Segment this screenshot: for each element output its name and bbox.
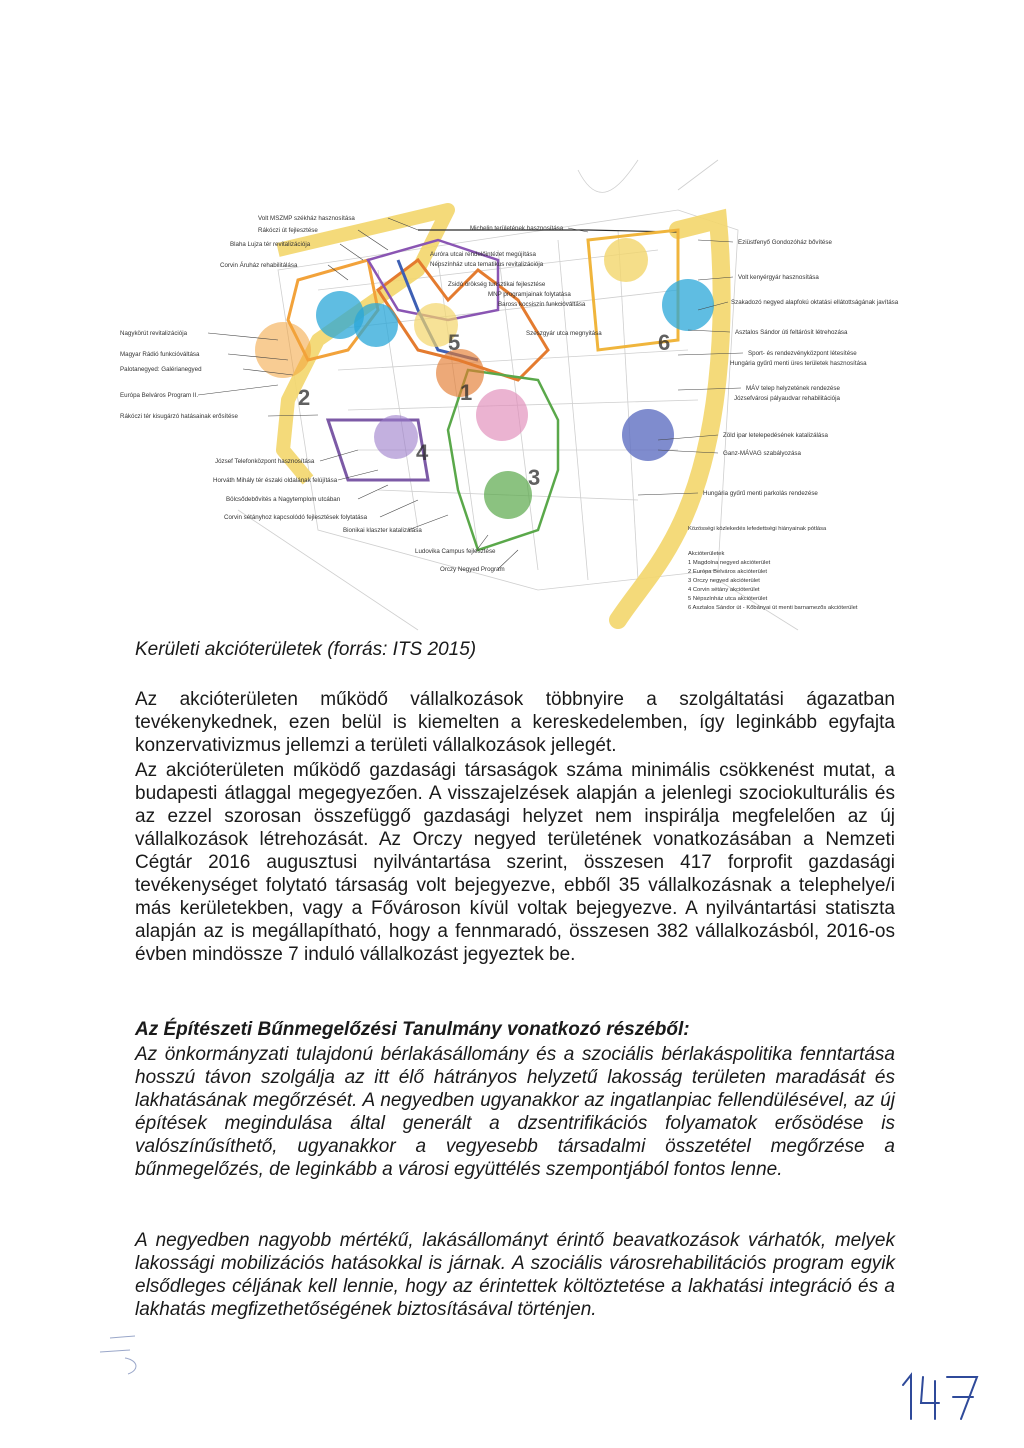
left-labels bbox=[120, 215, 505, 573]
map-label: Corvin sétányhoz kapcsolódó fejlesztések folytatása bbox=[224, 514, 368, 521]
map-label: Európa Belváros Program II. bbox=[120, 392, 199, 399]
map-label: Szeszgyár utca megnyitása bbox=[526, 330, 602, 337]
map-label: MÁV telep helyzetének rendezése bbox=[746, 385, 840, 392]
area-circle-orange-left bbox=[255, 322, 311, 378]
map-label: Blaha Lujza tér revitalizációja bbox=[230, 241, 311, 248]
area-number-1: 1 bbox=[460, 380, 473, 405]
map-label: Szakadozó negyed alapfokú oktatási ellátottságának javítása bbox=[731, 299, 899, 306]
paragraph-company-statistics: Az akcióterületen működő gazdasági társaságok száma minimális csökkenést mutat, a budapesti átlaggal megegyezően. A visszajelzések alapján a jelenlegi szociokulturális és az ezzel szorosan összefüggő gazdasági helyzet nem inspirálja megfelelően az új vállalkozások létrehozását. Az Orczy negyed területének vonatkozásában a Nemzeti Cégtár 2016 augusztusi nyilvántartása szerint, összesen 417 forprofit gazdasági tevékenységet folytató társaság volt bejegyezve, ebből 35 vállalkozásnak a telephelye/i más kerületekben, vagy a Fővároson kívül voltak bejegyezve. A nyilvántartási statiszta alapján az is megállapítható, hogy a fennmaradó, összesen 382 vállalkozásból, 2016-os évben mindössze 7 induló vállalkozást jegyeztek be. bbox=[135, 760, 895, 965]
area-number-5: 5 bbox=[448, 330, 461, 355]
legend-item: 3 Orczy negyed akcióterület bbox=[688, 578, 760, 584]
legend-item: 4 Corvin sétány akcióterület bbox=[688, 587, 760, 593]
section-heading: Az Építészeti Bűnmegelőzési Tanulmány vonatkozó részéből: bbox=[135, 1019, 690, 1040]
area-circle-violet bbox=[374, 415, 418, 459]
figure-caption: Kerületi akcióterületek (forrás: ITS 2015) bbox=[135, 639, 477, 660]
area-circle-indigo-right bbox=[622, 409, 674, 461]
map-label: Ludovika Campus fejlesztése bbox=[415, 548, 496, 555]
map-label: Józsefvárosi pályaudvar rehabilitációja bbox=[734, 395, 840, 402]
map-label: Hungária gyűrű menti parkolás rendezése bbox=[703, 490, 818, 497]
legend-item: 5 Népszínház utca akcióterület bbox=[688, 596, 768, 602]
area-number-2: 2 bbox=[298, 385, 311, 410]
right-labels bbox=[703, 239, 899, 497]
legend-dots-text: Közösségi közlekedés lefedettségi hiányainak pótlása bbox=[688, 526, 827, 532]
area-circle-blue-2 bbox=[354, 303, 398, 347]
map-label: Nagykörút revitalizációja bbox=[120, 330, 188, 337]
legend-item: 1 Magdolna negyed akcióterület bbox=[688, 560, 771, 566]
area-circle-pink bbox=[476, 389, 528, 441]
map-svg bbox=[118, 150, 918, 640]
map-label: Michelin területének hasznosítása bbox=[470, 225, 564, 232]
map-label: Sport- és rendezvényközpont létesítése bbox=[748, 350, 857, 357]
area-number-4: 4 bbox=[416, 440, 429, 465]
map-label: Volt MSZMP székház hasznosítása bbox=[258, 215, 355, 222]
map-label: Bionikai klaszter katalizálása bbox=[343, 527, 422, 534]
map-label: Orczy Negyed Program bbox=[440, 566, 505, 573]
map-label: Baross kocsiszín funkcióváltása bbox=[498, 301, 586, 308]
map-label: Népszínház utca tematikus revitalizációja bbox=[430, 261, 544, 268]
map-label: Zsidó örökség turisztikai fejlesztése bbox=[448, 281, 546, 288]
area-number-3: 3 bbox=[528, 465, 541, 490]
area-circle-teal-right bbox=[662, 279, 714, 331]
map-label: Horváth Mihály tér északi oldalának felújítása bbox=[213, 477, 338, 484]
map-label: MNP programjainak folytatása bbox=[488, 291, 571, 298]
area-circle-green bbox=[484, 471, 532, 519]
legend-item: 6 Asztalos Sándor út - Kőbányai út menti barnamezős akcióterület bbox=[688, 605, 858, 611]
map-label: Asztalos Sándor úti feltárósít létrehozása bbox=[735, 329, 848, 336]
map-label: Volt kenyérgyár hasznosítása bbox=[738, 274, 819, 281]
legend-title: Akcióterületek bbox=[688, 551, 725, 557]
map-legend bbox=[688, 526, 858, 611]
map-label: Zöld ipar letelepedésének katalizálása bbox=[723, 432, 828, 439]
legend-item: 2 Európa Belváros akcióterület bbox=[688, 569, 767, 575]
map-label: Corvin Áruház rehabilitálása bbox=[220, 262, 298, 269]
map-label: Rákóczi tér kisugárzó hatásainak erősítése bbox=[120, 413, 238, 420]
area-circle-yellow-right bbox=[604, 238, 648, 282]
map-label: József Telefonközpont hasznosítása bbox=[215, 458, 315, 465]
handwritten-mark bbox=[90, 1330, 160, 1380]
paragraph-interventions: A negyedben nagyobb mértékű, lakásállományt érintő beavatkozások várhatók, melyek lakossági mobilizációs hatásokkal is járnak. A szociális városrehabilitációs program egyik elsődleges céljának kell lennie, hogy az érintettek költöztetése a lakhatási integráció és a lakhatás megfizethetőségének biztosításával történjen. bbox=[135, 1230, 895, 1320]
area-number-6: 6 bbox=[658, 330, 671, 355]
map-label: Palotanegyed: Galérianegyed bbox=[120, 366, 202, 373]
handwritten-page-number bbox=[895, 1363, 985, 1423]
paragraph-housing-policy: Az önkormányzati tulajdonú bérlakásállomány és a szociális bérlakáspolitika fenntartása hosszú távon szolgálja az itt élő hátrányos helyzetű lakosság területen maradását és lakhatásának megőrzését. A negyedben ugyanakkor az ingatlanpiac fellendülésével, az új építések megindulása által generált a dzsentrifikációs folyamatok erősödése is valószínűsíthető, ugyanakkor a vegyesebb társadalmi összetétel megőrzése a bűnmegelőzés, de leginkább a városi együttélés szempontjából fontos lenne. bbox=[135, 1044, 895, 1180]
map-label: Ganz-MÁVAG szabályozása bbox=[723, 450, 801, 457]
district-action-areas-map bbox=[118, 150, 918, 640]
map-label: Hungária gyűrű menti üres területek hasznosítása bbox=[730, 360, 867, 367]
map-label: Bölcsődebővítés a Nagytemplom utcában bbox=[226, 496, 341, 503]
map-label: Eziüstfenyő Gondozóház bővítése bbox=[738, 239, 832, 246]
map-label: Rákóczi út fejlesztése bbox=[258, 227, 318, 234]
map-label: Magyar Rádió funkcióváltása bbox=[120, 351, 200, 358]
paragraph-business-sector: Az akcióterületen működő vállalkozások többnyire a szolgáltatási ágazatban tevékenykednek, ezen belül is kiemelten a kereskedelemben, így leginkább egyfajta konzervativizmus jellemzi a területi vállalkozások jellegét. bbox=[135, 689, 895, 756]
map-label: Auróra utcai rendelőintézet megújítása bbox=[430, 251, 536, 258]
